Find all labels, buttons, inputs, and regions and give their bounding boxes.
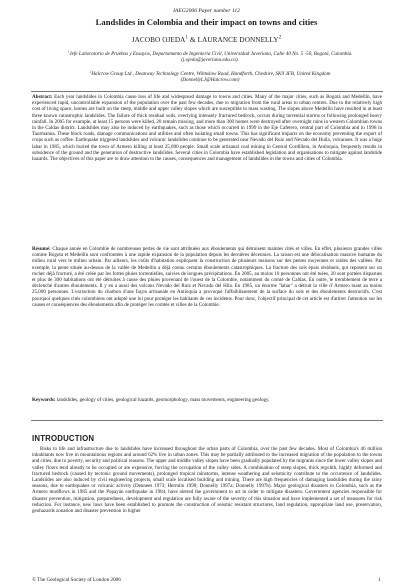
keywords-text: landslides, geology of cities, geological hazards, geomorphology, mass movements, engineering geology. [55,397,270,403]
resume-label: Résumé: [32,246,51,252]
keywords [32,397,382,411]
affiliation-marker: 1 [67,49,70,54]
author-affil-marker: 1 [185,35,189,41]
abstract-label: Abstract: [32,94,53,100]
copyright: © The Geological Society of London 2006 [32,577,121,583]
section-heading: INTRODUCTION [32,434,95,443]
author-line [0,36,413,44]
paper-reference: IAEG2006 Paper number 112 [173,8,240,14]
affiliation-text: Jefe Laboratorio de Pruebas y Ensayos, Departamento de Ingeniería Civil, Universidad Javeriana, Calle 40 No. 5 -50, Bogotá, Colombia. (j.ojeda@javeriana.edu.co). [69,51,353,64]
introduction-paragraph: Risks to life and infrastructure due to landslides have increased throughout the urban parts of Colombia, over the past few decades. Most of Colombia's 46 million inhabitants now live in mountainous regions and around 62% live in urban zones. This may be partially attributed to the increased migration of the population to the towns and cities, due to poverty, security and political reasons. The upper and middle valley slopes have been gradually populated by the migrants since the lower valley slopes and valley floors tend already to be occupied or are expensive, forcing the occupation of the valley sides. A combination of steep slopes, thick regolith, highly deformed and fractured bedrock (caused by tectonic ground movements), prolonged tropical rainstorms, intense weathering and seismicity contribute to the occurrence of landslides. Landslides are also induced by civil engineering projects, small scale localised building and mining. There are high frequencies of damaging landslides during the rainy seasons, due to earthquakes or volcanic activity (Dennees 1973; Hermlin 1990; Donnelly 1997a; Donnelly 1997b). Major geological disasters in Colombia, such as the Armero mudflows in 1985 and the Popayán earthquake in 1984, have alerted the government to act in order to mitigate disasters. Government agencies responsible for disaster prevention, mitigation, preparedness, development and regulation are fully aware of the severity of this situation and have implemented a set of measures for risk reduction. For instance, new laws have been established to promote the construction of seismic resistant structures, land regulation, appropriate land use, preservation, geohazards zonation and disaster prevention in higher [32,446,382,515]
keywords-label: Keywords: [32,397,56,403]
page-number: 1 [378,577,381,583]
abstract-text: Each year landslides in Colombia cause loss of life and widespread damage to towns and cities. Many of the major cities, such as Bogotá and Medellín, have experienced rapid, uncontrollable expansion of the population over the past few decades, due to migration from the rural areas to urban centres. Due to the relatively high cost of living space, homes are built on the steep, middle and upper valley slopes which are susceptible to mass wasting. The slopes above Medellín have resulted in at least three known catastrophic landslides. The failure of thick residual soils, overlying intensely fractured bedrock, occurs during torrential storms or following prolonged heavy rainfall. In 2005 for example, at least 15 persons were killed, 20 remain missing, and more than 300 homes were destroyed after overnight rains in western Colombian towns in the Caldas district. Landslides may also be induced by earthquakes, such as those which occurred in 1999 in the Eje Cafetero, central part of Colombia and in 1998 in Taurmanna. These block roads, damage communications and utilities and often isolating small towns. This has significant impacts on the economy preventing the export of crops such as coffee. Earthquake triggered landslides and volcanic landslides continue to be generated near Nevado del Ruiz and Nevado del Huila, volcanoes. It was a huge lahar in 1985, which buried the town of Armero killing at least 25,000 people. Small scale artisanal coal mining in Central Cordillera, in Antioquia, frequently results in subsidence of the ground and the generation of destructive landslides. Several cities in Colombia have established legislation and organisations to mitigate against landslide hazards. The objectives of this paper are to draw attention to the causes, consequences and management of landslides in the towns and cities of Colombia. [32,94,382,163]
affiliation-text: Halcrow Group Ltd., Deanway Technology Centre, Wilmslow Road, Handforth, Cheshire, SK9 3FB, United Kingdom (DonnellyLJ@Halcrow.com) [91,71,331,84]
affiliation-marker: 2 [89,69,92,74]
divider [31,420,383,421]
abstract [32,94,382,244]
paper-title: Landslides in Colombia and their impact on towns and cities [95,17,318,27]
author-separator: & [188,36,198,44]
affiliation-1 [60,51,360,64]
author-affil-marker: 2 [278,35,282,41]
resume-text: Chaque année en Colombie de nombreuses pertes de vie sont attribuées aux éboulements qui détruisent maintes cités et villes. En effet, plusieurs grandes villes comme Bogota et Medellín sont confrontées à une rapide expansion de la population depuis les dernières décennies. La raison est une délocalisation massive humaine du milieu rural vers le milieu urbain. Par ailleurs, les coûts d'habitation expliquent la construction de plusieurs maisons sur des pentes moyennes et raides des vallées. Par exemple, la pente située au-dessus de la vallée de Medellín a déjà connu certains éboulements catastrophiques. La fracture des sols épais résiduels, qui reposent sur un rocher déjà fracturé, a été créée par les fortes pluies torrentielles, suivies de longues précipitations. En 2005, au moins 10 personnes ont été tuées, 20 sont portées disparues et plus de 300 habitations ont été détruites à cause des pluies provenant de l'ouest de la Colombie, notamment du comté de Caldas. En outre, le tremblement de terre a déclenché d'autres éboulements. Il y en a aussi des volcans Nevado del Ruiz et Nevado del Hila. En 1985, un énorme "lahar" a détruit la ville d' Armero tuant au moins 25,000 personnes. L'extraction du charbon d'une façon artisanale en Antioquia a provoqué l'affaiblissement de la surface du sols et des éboulements destructifs. C'est pourquoi quelques cités colombiens ont adopté une loi pour protéger les habitants de ces incidents. Pour donc, l'objectif principal de cet article est d'attirer l'attention sur les causes et conséquences des éboulements afin de protéger les comtés et villes de la Colombie. [32,246,382,308]
resume [32,246,382,372]
author-name: LAURANCE DONNELLY [197,36,279,44]
divider [31,91,383,92]
author-name: JACOBO OJEDA [131,36,186,44]
affiliation-2 [60,71,360,84]
